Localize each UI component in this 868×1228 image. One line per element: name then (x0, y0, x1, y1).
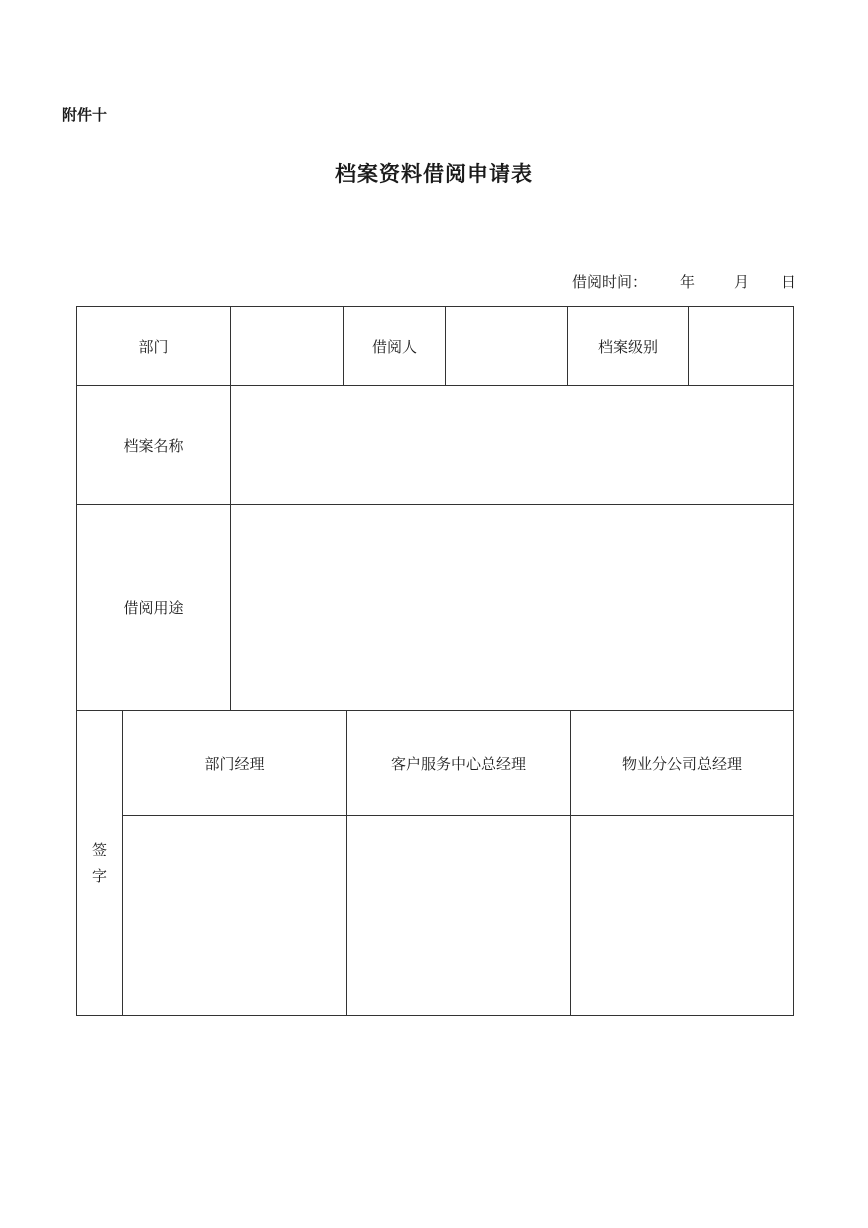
borrower-label: 借阅人 (343, 306, 446, 386)
date-year-label: 年 (680, 273, 696, 291)
approver-property-branch-gm-label: 物业分公司总经理 (570, 710, 794, 816)
signature-field-department-manager[interactable] (122, 815, 347, 1016)
attachment-label: 附件十 (62, 106, 108, 124)
department-label: 部门 (76, 306, 231, 386)
form-title: 档案资料借阅申请表 (335, 162, 533, 186)
signature-label (76, 710, 123, 1016)
signature-label-char-1: 签 (91, 841, 107, 859)
signature-field-property-branch-gm[interactable] (570, 815, 794, 1016)
date-day-label: 日 (781, 273, 797, 291)
approver-department-manager-label: 部门经理 (122, 710, 347, 816)
signature-field-customer-service-gm[interactable] (346, 815, 571, 1016)
department-field[interactable] (230, 306, 344, 386)
purpose-label: 借阅用途 (76, 504, 231, 711)
borrow-date-label: 借阅时间： (572, 273, 648, 291)
archive-level-field[interactable] (688, 306, 794, 386)
archive-name-label: 档案名称 (76, 385, 231, 505)
archive-name-field[interactable] (230, 385, 794, 505)
purpose-field[interactable] (230, 504, 794, 711)
approver-customer-service-gm-label: 客户服务中心总经理 (346, 710, 571, 816)
signature-label-char-2: 字 (91, 867, 107, 885)
date-month-label: 月 (734, 273, 750, 291)
archive-level-label: 档案级别 (567, 306, 689, 386)
borrower-field[interactable] (445, 306, 568, 386)
